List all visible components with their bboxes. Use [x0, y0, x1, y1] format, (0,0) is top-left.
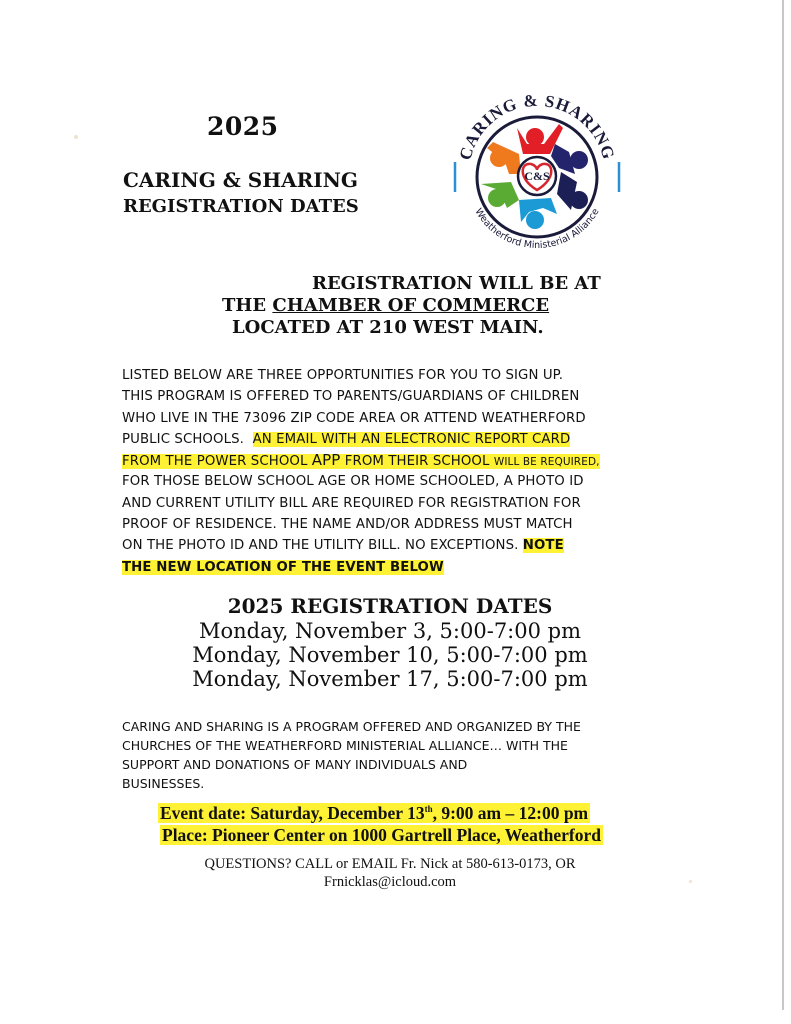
- event-date-suffix: th: [424, 804, 433, 814]
- contact-email[interactable]: Frnicklas@icloud.com: [323, 874, 457, 890]
- registration-location-line2: [222, 295, 622, 317]
- highlight-text-small: WILL BE REQUIRED,: [493, 456, 600, 469]
- contact-info: [150, 855, 630, 891]
- note-highlight: NOTE: [522, 538, 564, 554]
- highlighted-requirement: [122, 451, 600, 470]
- event-date-highlight: [158, 803, 590, 823]
- caring-sharing-logo: [447, 82, 627, 262]
- event-time-text: , 9:00 am – 12:00 pm: [432, 803, 589, 823]
- paragraph-line: [122, 535, 662, 556]
- svg-text:C&S: C&S: [524, 169, 550, 183]
- paragraph-line: FOR THOSE BELOW SCHOOL AGE OR HOME SCHOOLED, A PHOTO ID: [122, 474, 584, 490]
- registration-date: Monday, November 17, 5:00-7:00 pm: [192, 667, 588, 691]
- contact-line: QUESTIONS? CALL or EMAIL Fr. Nick at 580-613-0173, OR: [204, 856, 576, 872]
- registration-date: Monday, November 3, 5:00-7:00 pm: [198, 619, 582, 643]
- paragraph-line: [122, 557, 662, 578]
- highlight-text-app: APP: [311, 451, 341, 470]
- paragraph-line: BUSINESSES.: [122, 776, 205, 791]
- event-details: [150, 798, 640, 846]
- registration-dates: [150, 593, 630, 691]
- eligibility-paragraph: [122, 365, 662, 578]
- registration-location: [222, 273, 622, 339]
- paragraph-text: ON THE PHOTO ID AND THE UTILITY BILL. NO EXCEPTIONS.: [122, 538, 523, 554]
- event-date-text: Event date: Saturday, December 13: [160, 803, 425, 823]
- highlight-text: FROM THE POWER SCHOOL: [122, 454, 312, 470]
- note-highlight: THE NEW LOCATION OF THE EVENT BELOW: [122, 559, 444, 575]
- highlight-text: FROM THEIR SCHOOL: [340, 454, 494, 470]
- paragraph-line: CARING AND SHARING IS A PROGRAM OFFERED AND ORGANIZED BY THE: [122, 719, 581, 734]
- logo-emblem-icon: [447, 82, 627, 262]
- event-place-highlight: Place: Pioneer Center on 1000 Gartrell Place, Weatherford: [162, 825, 601, 845]
- paragraph-line: [122, 450, 662, 471]
- paragraph-line: [122, 429, 662, 450]
- flyer-year: 2025: [207, 112, 279, 141]
- flyer-subtitle: REGISTRATION DATES: [123, 196, 359, 217]
- paragraph-line: CHURCHES OF THE WEATHERFORD MINISTERIAL ALLIANCE… WITH THE: [122, 738, 568, 753]
- flyer-title: CARING & SHARING: [123, 168, 358, 192]
- paragraph-line: PROOF OF RESIDENCE. THE NAME AND/OR ADDRESS MUST MATCH: [122, 517, 573, 533]
- registration-location-line1: REGISTRATION WILL BE AT: [312, 273, 601, 294]
- paragraph-line: THIS PROGRAM IS OFFERED TO PARENTS/GUARDIANS OF CHILDREN: [122, 389, 580, 405]
- event-date-line: [150, 798, 640, 824]
- paragraph-line: WHO LIVE IN THE 73096 ZIP CODE AREA OR ATTEND WEATHERFORD: [122, 410, 586, 426]
- svg-text:CARING & SHARING: CARING & SHARING: [455, 90, 619, 163]
- paragraph-line: AND CURRENT UTILITY BILL ARE REQUIRED FOR REGISTRATION FOR: [122, 495, 581, 511]
- page-edge-line: [782, 0, 784, 1010]
- svg-text:Weatherford Ministerial Allian: Weatherford Ministerial Alliance: [472, 206, 602, 252]
- registration-date: Monday, November 10, 5:00-7:00 pm: [192, 643, 588, 667]
- registration-dates-heading: 2025 REGISTRATION DATES: [227, 594, 553, 618]
- paragraph-text: PUBLIC SCHOOLS.: [122, 431, 244, 447]
- scan-speck: [74, 135, 78, 139]
- registration-location-prefix: THE: [222, 295, 273, 316]
- registration-location-line3: LOCATED AT 210 WEST MAIN.: [232, 317, 544, 338]
- paragraph-line: SUPPORT AND DONATIONS OF MANY INDIVIDUALS AND: [122, 757, 468, 772]
- paragraph-line: LISTED BELOW ARE THREE OPPORTUNITIES FOR YOU TO SIGN UP.: [122, 368, 564, 383]
- scan-speck: [689, 880, 692, 883]
- event-place-line: [150, 824, 640, 846]
- highlighted-requirement: AN EMAIL WITH AN ELECTRONIC REPORT CARD: [252, 431, 571, 447]
- about-paragraph: [122, 717, 662, 793]
- chamber-of-commerce-text: CHAMBER OF COMMERCE: [272, 295, 550, 316]
